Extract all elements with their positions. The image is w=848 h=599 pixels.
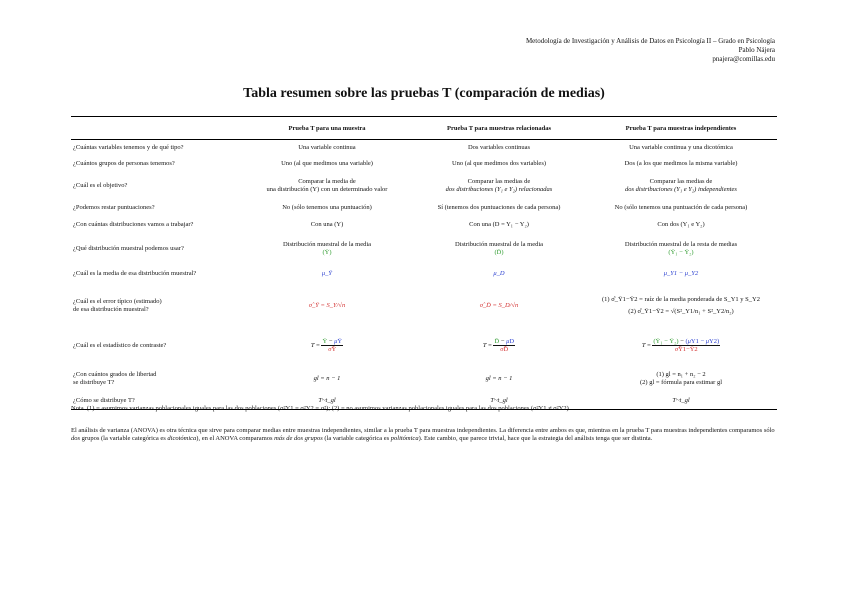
header-independent: Prueba T para muestras independientes [585, 117, 777, 140]
cell-paired: Uno (al que medimos dos variables) [451, 159, 547, 167]
cell-one-sample [241, 172, 413, 200]
cell-paired: gl = n − 1 [485, 374, 513, 382]
cell-line: (1) σ̂_Ȳ1−Ȳ2 = raíz de la media ponderada de S_Y1 y S_Y2 [602, 295, 760, 303]
cell-one-sample [241, 234, 413, 264]
cell-one-sample: gl = n − 1 [313, 374, 341, 382]
cell-line: dos distribuciones (Y₁ e Y₂) independientes [625, 185, 737, 193]
formula-fraction [493, 338, 515, 353]
formula-fraction [652, 338, 720, 353]
row-question: ¿Cuál es el estadístico de contraste? [73, 341, 167, 349]
cell-independent [585, 172, 777, 200]
table-row [71, 217, 777, 234]
paragraph-text: (la variable categórica es [322, 435, 391, 442]
cell-line: Comparar las medias de [649, 177, 713, 185]
formula-numerator: D̄ − μD [494, 338, 515, 345]
cell-independent: T = $\frac{\text{(Ȳ₁ − Ȳ₂) − (μY1 − μY2)}}{\sigmâȲ1-Ȳ2}$ [641, 338, 720, 353]
paragraph-text: ). Este cambio, que parece trivial, hace que la estrategia del análisis tenga que ser distinta. [418, 435, 653, 442]
row-question: ¿Cuál es la media de esa distribución muestral? [73, 269, 197, 277]
author-email: pnajera@comillas.edu [712, 55, 775, 63]
page-title: Tabla resumen sobre las pruebas T (comparación de medias) [243, 86, 605, 101]
table-note: Nota. (1) = asumimos varianzas poblacionales iguales para las dos poblaciones (σ²Y1 = σ²Y2 = σ²); (2) = no asumimos varianzas poblacionales iguales para las dos poblaciones (σ²Y1 ≠ σ²Y2). [71, 405, 571, 412]
summary-table [71, 116, 777, 410]
anova-paragraph [71, 427, 777, 443]
cell-line: (2) gl = fórmula para estimar gl [640, 378, 722, 386]
cell-paired: σ̂_D̄ = S_D/√n [479, 301, 519, 309]
document-header [526, 37, 775, 64]
cell-independent: Una variable continua y una dicotómica [629, 143, 733, 151]
cell-one-sample: No (sólo tenemos una puntuación) [282, 204, 372, 211]
cell-line: (2) σ̂_Ȳ1−Ȳ2 = √(S²_Y1/n₁ + S²_Y2/n₂) [628, 307, 734, 315]
cell-one-sample: T = $\frac{Ȳ - \mu Ȳ}{\sigmâȲ}$ [310, 338, 343, 353]
paragraph-text: ), en el ANOVA comparamos [196, 435, 275, 442]
statistic-t: T [482, 341, 487, 349]
cell-line: (D̄) [494, 248, 504, 256]
question-line: se distribuye T? [73, 378, 115, 386]
cell-paired: T = $\frac{D̄ - \mu D}{\sigmâD̄}$ [482, 338, 515, 353]
cell-paired: Sí (tenemos dos puntuaciones de cada persona) [437, 204, 561, 211]
cell-one-sample: μ_Ȳ [321, 269, 333, 277]
cell-independent: μ_Y1 − μ_Y2 [663, 269, 699, 277]
row-question [71, 284, 241, 328]
cell-line: Comparar la media de [298, 177, 356, 185]
paragraph-emphasis: dos [71, 435, 81, 442]
cell-paired [413, 234, 585, 264]
paragraph-emphasis: politómica [390, 435, 419, 442]
question-line: ¿Cuál es el error típico (estimado) [73, 297, 162, 305]
cell-line: Distribución muestral de la media [454, 240, 544, 248]
paragraph-emphasis: más de dos grupos [274, 435, 323, 442]
cell-independent: No (sólo tenemos una puntuación de cada persona) [614, 204, 748, 211]
header-empty [71, 117, 241, 140]
formula-numerator: Ȳ − μȲ [322, 338, 343, 345]
row-question [71, 364, 241, 394]
cell-independent [585, 284, 777, 328]
cell-line: (1) gl = n₁ + n₂ − 2 [656, 370, 706, 378]
cell-line: dos distribuciones (Y₁ e Y₂) relacionadas [445, 185, 553, 193]
table-row [71, 140, 777, 156]
row-question: ¿Con cuántas distribuciones vamos a trabajar? [73, 221, 194, 228]
cell-one-sample: Uno (al que medimos una variable) [281, 159, 373, 167]
statistic-t: T [310, 341, 315, 349]
course-line: Metodología de Investigación y Análisis de Datos en Psicología II – Grado en Psicología [525, 37, 775, 45]
header-paired: Prueba T para muestras relacionadas [413, 117, 585, 140]
cell-paired: Dos variables continuas [467, 143, 531, 151]
cell-line: Comparar las medias de [467, 177, 531, 185]
cell-independent: T~t_gl [585, 394, 777, 410]
formula-denominator: σ̂Ȳ1−Ȳ2 [674, 346, 698, 353]
table-row [71, 328, 777, 364]
cell-paired: μ_D [493, 269, 505, 277]
table-row [71, 156, 777, 172]
author-name: Pablo Nájera [738, 46, 775, 54]
cell-paired: T~t_gl [413, 394, 585, 410]
row-question: ¿Cuántas variables tenemos y de qué tipo? [73, 143, 184, 151]
cell-independent [585, 364, 777, 394]
cell-line: una distribución (Y) con un determinado valor [266, 185, 388, 193]
table-row [71, 172, 777, 200]
table-header-row [71, 117, 777, 140]
table-row [71, 364, 777, 394]
question-line: ¿Con cuántos grados de libertad [73, 370, 157, 378]
header-one-sample: Prueba T para una muestra [241, 117, 413, 140]
table-row [71, 234, 777, 264]
cell-paired [413, 172, 585, 200]
cell-line: Distribución muestral de la resta de medias [624, 240, 738, 248]
row-question: ¿Qué distribución muestral podemos usar? [73, 244, 184, 252]
cell-independent: Con dos (Y₁ e Y₂) [657, 221, 705, 228]
formula-numerator: (Ȳ₁ − Ȳ₂) − (μY1 − μY2) [653, 338, 720, 345]
row-question: ¿Cómo se distribuye T? [71, 394, 241, 410]
cell-line: (Ȳ) [322, 248, 332, 256]
formula-fraction [321, 338, 343, 353]
row-question: ¿Cuántos grupos de personas tenemos? [73, 159, 175, 167]
paragraph-text: grupos (la variable categórica es [80, 435, 168, 442]
table-row [71, 200, 777, 217]
cell-line: Distribución muestral de la media [282, 240, 372, 248]
table-row [71, 284, 777, 328]
row-question: ¿Cuál es el objetivo? [73, 181, 128, 189]
cell-paired: Con una (D = Y₁ − Y₂) [469, 221, 529, 228]
statistic-t: T [641, 341, 646, 349]
table-row [71, 264, 777, 284]
cell-one-sample: σ̂_Ȳ = S_Y/√n [308, 301, 346, 309]
cell-independent: Dos (a los que medimos la misma variable) [624, 159, 738, 167]
cell-one-sample: Una variable continua [298, 143, 356, 151]
cell-line: (Ȳ₁ − Ȳ₂) [668, 248, 694, 256]
paragraph-text: El análisis de varianza (ANOVA) es otra técnica que sirve para comparar medias entre muestras independientes, similar a la prueba T para muestras independientes. La diferencia entre ambos es que, mientras en la prueba T para muestras independientes comparamos sólo [71, 427, 775, 434]
cell-one-sample: Con una (Y) [310, 221, 344, 228]
formula-denominator: σ̂D̄ [500, 346, 509, 353]
formula-denominator: σ̂Ȳ [328, 346, 337, 353]
question-line: de esa distribución muestral? [73, 305, 149, 313]
row-question: ¿Podemos restar puntuaciones? [73, 204, 155, 211]
paragraph-emphasis: dicotómica [167, 435, 197, 442]
cell-one-sample: T~t_gl [241, 394, 413, 410]
cell-independent [585, 234, 777, 264]
